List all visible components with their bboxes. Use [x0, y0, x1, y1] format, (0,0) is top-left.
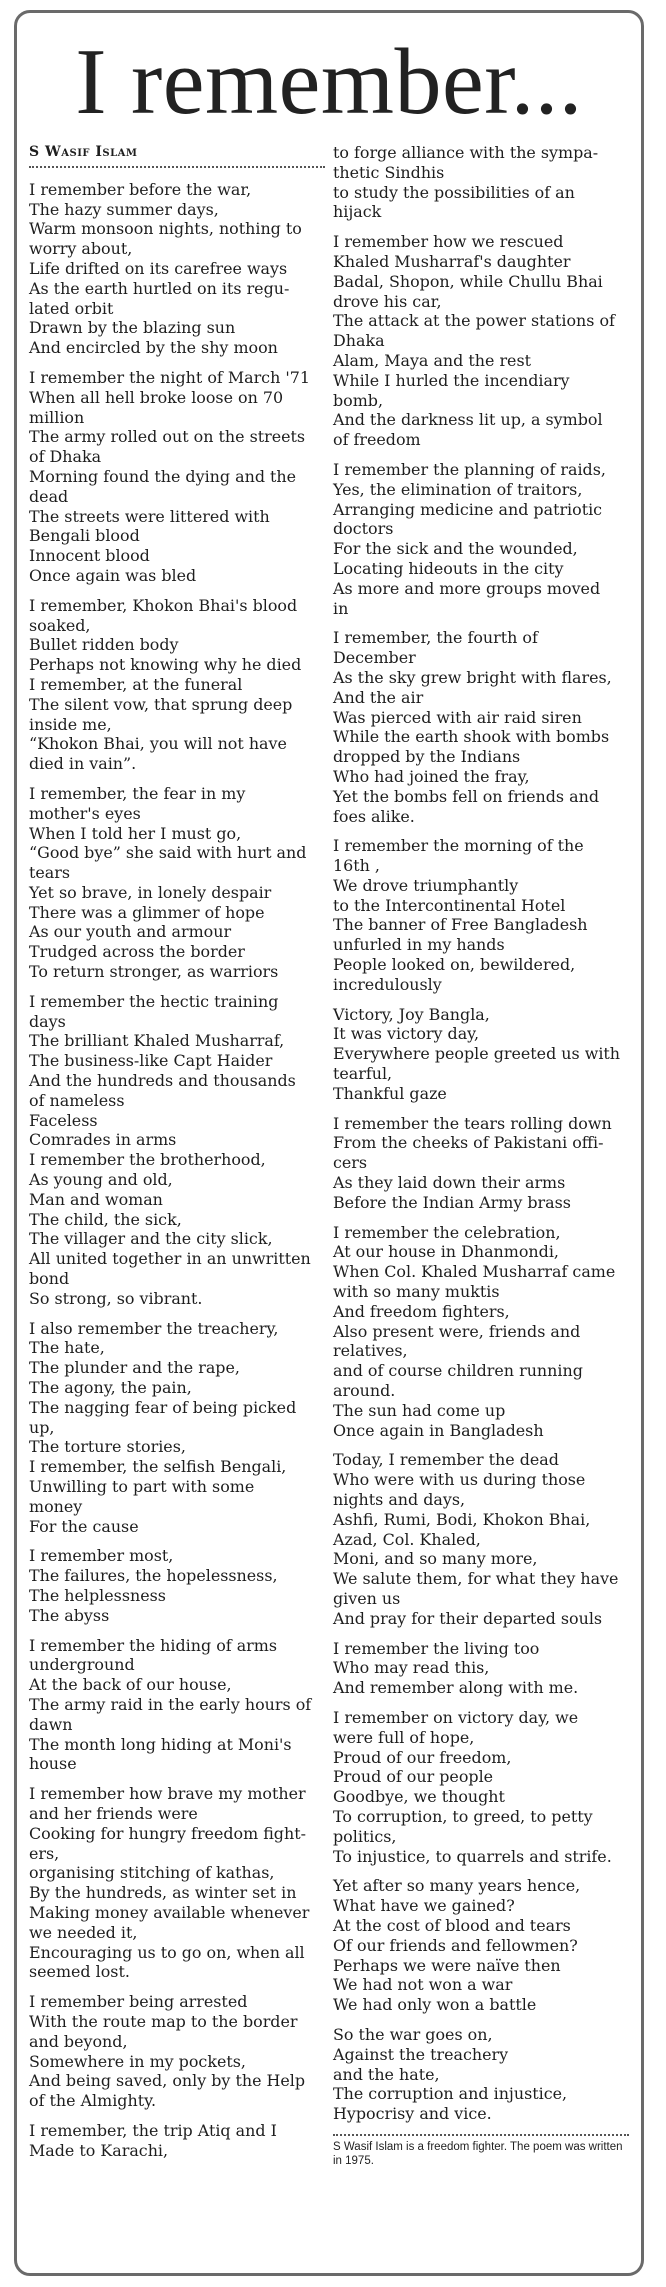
poem-line: to the Intercontinental Hotel [333, 895, 566, 915]
poem-line: with so many muktis [333, 1282, 500, 1302]
poem-line: unfurled in my hands [333, 935, 505, 955]
poem-line: and her friends were [29, 1803, 198, 1823]
poem-line: I also remember the treachery, [29, 1318, 279, 1338]
poem-line: thetic Sindhis [333, 162, 445, 182]
poem-line: The brilliant Khaled Musharraf, [29, 1031, 285, 1051]
poem-line: I remember the brotherhood, [29, 1150, 266, 1170]
poem-line: The torture stories, [29, 1437, 186, 1457]
stanza [333, 1876, 629, 2015]
stanza [333, 1005, 629, 1104]
poem-line: up, [29, 1417, 55, 1437]
poem-line: I remember the planning of raids, [333, 459, 606, 479]
poem-line: cers [333, 1153, 368, 1173]
stanza [29, 1319, 325, 1537]
poem-line: “Good bye” she said with hurt and [29, 843, 307, 863]
poem-line: By the hundreds, as winter set in [29, 1883, 297, 1903]
poem-line: I remember on victory day, we [333, 1707, 579, 1727]
poem-line: What have we gained? [333, 1896, 515, 1916]
poem-line: Proud of our people [333, 1767, 494, 1787]
poem-line: To corruption, to greed, to petty [333, 1806, 593, 1826]
stanza [29, 992, 325, 1309]
poem-line: All united together in an unwritten [29, 1249, 311, 1269]
poem-line: The nagging fear of being picked [29, 1397, 297, 1417]
poem-line: At the back of our house, [29, 1675, 232, 1695]
poem-line: Dhaka [333, 331, 385, 351]
stanza [333, 2025, 629, 2124]
poem-line: I remember before the war, [29, 179, 252, 199]
stanza [333, 1639, 629, 1698]
poem-line: Somewhere in my pockets, [29, 2051, 246, 2071]
author-footnote: S Wasif Islam is a freedom fighter. The poem was written in 1975. [333, 2134, 629, 2168]
left-column [29, 143, 325, 2171]
poem-line: Against the treachery [333, 2044, 509, 2064]
poem-line: I remember, the selfish Bengali, [29, 1457, 287, 1477]
poem-line: doctors [333, 519, 394, 539]
poem-line: days [29, 1011, 66, 1031]
poem-line: I remember the celebration, [333, 1222, 561, 1242]
poem-line: We had not won a war [333, 1975, 513, 1995]
poem-line: The attack at the power stations of [333, 311, 615, 331]
poem-title: I remember... [75, 30, 583, 134]
poem-line: lated orbit [29, 298, 114, 318]
poem-line: bomb, [333, 390, 384, 410]
poem-line: bond [29, 1269, 70, 1289]
poem-line: Made to Karachi, [29, 2140, 169, 2160]
poem-line: Unwilling to part with some [29, 1477, 255, 1496]
poem-line: There was a glimmer of hope [29, 902, 265, 922]
poem-line: to forge alliance with the sympa- [333, 143, 599, 162]
poem-line: Hypocrisy and vice. [333, 2104, 492, 2124]
poem-line: inside me, [29, 714, 112, 734]
stanza [29, 784, 325, 982]
poem-line: Also present were, friends and [333, 1321, 581, 1341]
poem-line: “Khokon Bhai, you will not have [29, 734, 287, 754]
poem-line: As the sky grew bright with flares, [333, 667, 612, 687]
poem-line: The streets were littered with [29, 506, 270, 526]
poem-line: It was victory day, [333, 1024, 480, 1044]
poem-line: Once again was bled [29, 565, 197, 585]
poem-line: house [29, 1754, 77, 1774]
poem-line: To injustice, to quarrels and strife. [333, 1846, 612, 1866]
left-stanzas [29, 180, 325, 2161]
poem-line: foes alike. [333, 806, 415, 826]
stanza [29, 1784, 325, 1982]
poem-line: The corruption and injustice, [333, 2084, 568, 2104]
poem-line: I remember how we rescued [333, 232, 564, 252]
poem-line: At the cost of blood and tears [333, 1915, 571, 1935]
poem-line: Yes, the elimination of traitors, [333, 479, 583, 499]
poem-line: And the air [333, 687, 424, 707]
stanza [29, 1636, 325, 1775]
poem-line: and beyond, [29, 2031, 128, 2051]
right-stanzas [333, 143, 629, 2124]
poem-line: I remember the hectic training [29, 991, 279, 1011]
poem-line: Yet after so many years hence, [333, 1876, 581, 1896]
poem-line: Morning found the dying and the [29, 466, 297, 486]
poem-line: We had only won a battle [333, 1995, 537, 2015]
poem-line: Trudged across the border [29, 942, 245, 962]
poem-line: At our house in Dhanmondi, [333, 1242, 559, 1262]
stanza [29, 596, 325, 774]
poem-line: Proud of our freedom, [333, 1747, 512, 1767]
poem-line: Everywhere people greeted us with [333, 1044, 621, 1064]
stanza [333, 628, 629, 826]
poem-line: The business-like Capt Haider [29, 1051, 273, 1071]
poem-line: As they laid down their arms [333, 1173, 566, 1193]
poem-line: dawn [29, 1714, 73, 1734]
poem-line: Life drifted on its carefree ways [29, 258, 288, 278]
poem-line: Who may read this, [333, 1658, 490, 1678]
stanza [333, 1708, 629, 1866]
article-frame [14, 10, 644, 2276]
poem-line: Man and woman [29, 1189, 163, 1209]
poem-line: To return stronger, as warriors [29, 962, 279, 982]
stanza [333, 1223, 629, 1441]
poem-line: Perhaps we were naïve then [333, 1955, 561, 1975]
poem-line: Locating hideouts in the city [333, 558, 564, 578]
poem-line: underground [29, 1655, 135, 1675]
poem-line: and of course children running [333, 1361, 583, 1381]
poem-line: I remember, the fear in my [29, 783, 246, 803]
stanza [29, 1992, 325, 2111]
stanza [29, 368, 325, 586]
poem-line: Today, I remember the dead [333, 1450, 559, 1470]
poem-line: The army rolled out on the streets [29, 427, 306, 447]
poem-line: in [333, 598, 349, 618]
poem-line: As young and old, [29, 1170, 173, 1190]
poem-line: Drawn by the blazing sun [29, 318, 236, 338]
poem-line: As more and more groups moved [333, 578, 601, 598]
poem-line: I remember how brave my mother [29, 1784, 306, 1804]
poem-line: I remember, the trip Atiq and I [29, 2120, 277, 2140]
stanza [333, 232, 629, 450]
poem-line: Arranging medicine and patriotic [333, 499, 603, 519]
poem-line: Once again in Bangladesh [333, 1420, 544, 1440]
poem-line: The child, the sick, [29, 1209, 182, 1229]
poem-line: And the darkness lit up, a symbol [333, 410, 603, 430]
poem-line: relatives, [333, 1341, 408, 1361]
poem-line: seemed lost. [29, 1962, 130, 1982]
poem-line: drove his car, [333, 291, 442, 311]
poem-line: given us [333, 1588, 401, 1608]
poem-line: Azad, Col. Khaled, [333, 1529, 481, 1549]
poem-line: I remember most, [29, 1546, 174, 1566]
poem-line: The hate, [29, 1338, 105, 1358]
poem-line: The month long hiding at Moni's [29, 1734, 292, 1754]
poem-line: I remember the night of March '71 [29, 367, 310, 387]
poem-line: mother's eyes [29, 803, 141, 823]
poem-line: nights and days, [333, 1490, 466, 1509]
poem-line: Yet the bombs fell on friends and [333, 786, 600, 806]
poem-line: The sun had come up [333, 1400, 506, 1420]
poem-line: Before the Indian Army brass [333, 1192, 571, 1212]
poem-line: So the war goes on, [333, 2024, 493, 2044]
poem-line: The banner of Free Bangladesh [333, 915, 588, 935]
poem-line: Bullet ridden body [29, 635, 179, 655]
poem-line: we needed it, [29, 1922, 138, 1942]
poem-line: For the cause [29, 1516, 139, 1536]
poem-line: Yet so brave, in lonely despair [29, 882, 272, 902]
stanza [333, 1450, 629, 1628]
stanza [29, 2121, 325, 2161]
poem-line: ers, [29, 1843, 60, 1863]
poem-line: I remember, the fourth of [333, 628, 538, 648]
poem-line: Was pierced with air raid siren [333, 707, 582, 727]
poem-line: Goodbye, we thought [333, 1787, 505, 1807]
poem-line: money [29, 1496, 83, 1516]
poem-line: Khaled Musharraf's daughter [333, 251, 571, 271]
poem-line: Bengali blood [29, 526, 140, 546]
poem-line: December [333, 648, 416, 668]
poem-line: hijack [333, 202, 382, 222]
poem-line: I remember the living too [333, 1638, 540, 1658]
poem-line: Ashfi, Rumi, Bodi, Khokon Bhai, [333, 1509, 591, 1529]
poem-line: 16th , [333, 856, 380, 876]
poem-line: of Dhaka [29, 447, 102, 467]
poem-line: And the hundreds and thousands [29, 1071, 296, 1091]
poem-line: of the Almighty. [29, 2091, 156, 2111]
poem-line: Who were with us during those [333, 1470, 586, 1490]
poem-line: The villager and the city slick, [29, 1229, 273, 1249]
poem-line: soaked, [29, 615, 91, 635]
poem-line: I remember the hiding of arms [29, 1635, 277, 1655]
poem-line: million [29, 407, 85, 427]
poem-line: We drove triumphantly [333, 875, 519, 895]
poem-line: Of our friends and fellowmen? [333, 1935, 578, 1955]
poem-line: The plunder and the rape, [29, 1358, 240, 1378]
poem-line: And freedom fighters, [333, 1301, 510, 1321]
poem-line: The helplessness [29, 1585, 166, 1605]
poem-line: Faceless [29, 1110, 98, 1130]
poem-line: I remember being arrested [29, 1992, 248, 2012]
poem-line: politics, [333, 1826, 397, 1846]
poem-line: Who had joined the fray, [333, 766, 530, 786]
poem-line: Badal, Shopon, while Chullu Bhai [333, 271, 603, 291]
poem-line: And being saved, only by the Help [29, 2071, 306, 2091]
poem-line: The army raid in the early hours of [29, 1694, 312, 1714]
poem-line: From the cheeks of Pakistani offi- [333, 1133, 604, 1153]
poem-line: Victory, Joy Bangla, [333, 1004, 490, 1024]
poem-line: incredulously [333, 974, 442, 994]
poem-line: I remember the tears rolling down [333, 1113, 612, 1133]
poem-line: The silent vow, that sprung deep [29, 694, 293, 714]
author-byline: S Wasif Islam [29, 143, 325, 168]
poem-line: When Col. Khaled Musharraf came [333, 1262, 616, 1282]
poem-line: were full of hope, [333, 1727, 475, 1747]
poem-line: People looked on, bewildered, [333, 955, 576, 975]
poem-line: I remember the morning of the [333, 836, 584, 856]
poem-line: The abyss [29, 1605, 110, 1625]
poem-line: worry about, [29, 239, 133, 259]
poem-line: We salute them, for what they have [333, 1569, 619, 1589]
poem-line: organising stitching of kathas, [29, 1863, 275, 1883]
stanza [29, 180, 325, 358]
poem-line: When all hell broke loose on 70 [29, 387, 284, 407]
poem-line: of freedom [333, 430, 421, 450]
poem-line: With the route map to the border [29, 2011, 298, 2031]
poem-line: Moni, and so many more, [333, 1549, 538, 1569]
stanza [333, 1114, 629, 1213]
poem-line: And remember along with me. [333, 1678, 579, 1698]
stanza [333, 836, 629, 994]
poem-line: and the hate, [333, 2064, 440, 2084]
poem-line: While I hurled the incendiary [333, 370, 570, 390]
poem-line: Comrades in arms [29, 1130, 177, 1150]
stanza [29, 1546, 325, 1625]
poem-line: I remember, Khokon Bhai's blood [29, 595, 298, 615]
poem-line: Alam, Maya and the rest [333, 350, 531, 370]
right-column [333, 143, 629, 2168]
poem-line: Innocent blood [29, 546, 150, 566]
stanza [333, 460, 629, 618]
poem-line: died in vain”. [29, 754, 137, 774]
poem-line: Encouraging us to go on, when all [29, 1942, 305, 1962]
poem-line: Cooking for hungry freedom fight- [29, 1823, 306, 1843]
poem-line: While the earth shook with bombs [333, 727, 610, 747]
poem-line: dead [29, 486, 69, 506]
poem-line: The failures, the hopelessness, [29, 1566, 278, 1586]
poem-line: And pray for their departed souls [333, 1608, 603, 1628]
stanza [333, 143, 629, 222]
poem-line: Thankful gaze [333, 1083, 447, 1103]
poem-line: The agony, the pain, [29, 1378, 192, 1398]
poem-line: dropped by the Indians [333, 747, 521, 767]
poem-line: Warm monsoon nights, nothing to [29, 219, 302, 239]
poem-line: Making money available whenever [29, 1902, 310, 1922]
poem-line: When I told her I must go, [29, 823, 242, 843]
poem-line: to study the possibilities of an [333, 182, 575, 202]
poem-line: For the sick and the wounded, [333, 539, 578, 559]
poem-line: And encircled by the shy moon [29, 338, 278, 358]
poem-line: As our youth and armour [29, 922, 232, 942]
poem-line: The hazy summer days, [29, 199, 219, 219]
poem-line: tearful, [333, 1064, 393, 1084]
poem-line: of nameless [29, 1090, 125, 1110]
poem-line: around. [333, 1381, 396, 1401]
poem-line: I remember, at the funeral [29, 674, 243, 694]
poem-line: tears [29, 863, 71, 883]
poem-line: As the earth hurtled on its regu- [29, 278, 290, 298]
poem-line: So strong, so vibrant. [29, 1288, 203, 1308]
poem-line: Perhaps not knowing why he died [29, 655, 302, 675]
